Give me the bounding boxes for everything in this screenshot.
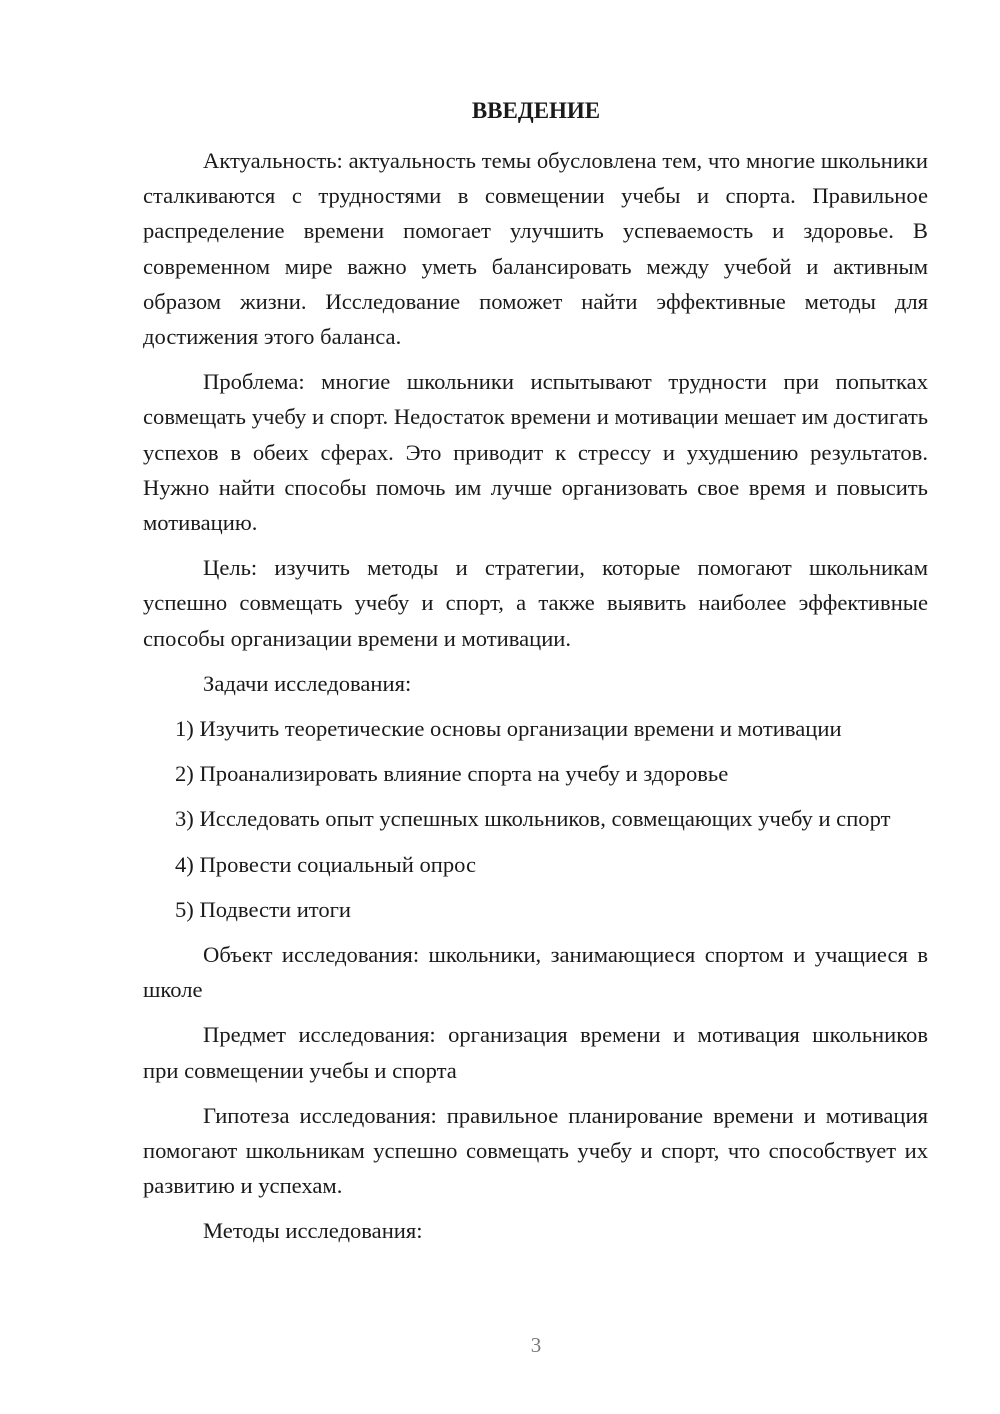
paragraph-relevance: Актуальность: актуальность темы обусловлена тем, что многие школьники сталкиваются с трудностями в совмещении учебы и спорта. Правильное распределение времени помогает улучшить успеваемость и здоровье. В современном мире важно уметь балансировать между учебой и активным образом жизни. Исследование поможет найти эффективные методы для достижения этого баланса. <box>143 148 928 350</box>
task-item: 5) Подвести итоги <box>175 896 352 922</box>
paragraph-hypothesis: Гипотеза исследования: правильное планирование времени и мотивация помогают школьникам успешно совмещать учебу и спорт, что способствует их развитию и успехам. <box>143 1102 928 1199</box>
task-item: 4) Провести социальный опрос <box>175 851 477 877</box>
task-item: 2) Проанализировать влияние спорта на учебу и здоровье <box>175 761 729 787</box>
page-number: 3 <box>530 1333 542 1357</box>
section-title: ВВЕДЕНИЕ <box>471 98 601 123</box>
paragraph-object: Объект исследования: школьники, занимающиеся спортом и учащиеся в школе <box>143 942 928 1003</box>
task-item: 1) Изучить теоретические основы организации времени и мотивации <box>175 716 842 742</box>
paragraph-goal: Цель: изучить методы и стратегии, которые помогают школьникам успешно совмещать учебу и спорт, а также выявить наиболее эффективные способы организации времени и мотивации. <box>143 555 928 651</box>
paragraph-subject: Предмет исследования: организация времени и мотивация школьников при совмещении учебы и спорта <box>143 1022 928 1083</box>
methods-heading: Методы исследования: <box>203 1218 423 1244</box>
document-body <box>143 143 928 1259</box>
task-item: 3) Исследовать опыт успешных школьников, совмещающих учебу и спорт <box>175 806 891 832</box>
paragraph-problem: Проблема: многие школьники испытывают трудности при попытках совмещать учебу и спорт. Недостаток времени и мотивации мешает им достигать успехов в обеих сферах. Это приводит к стрессу и ухудшению результатов. Нужно найти способы помочь им лучше организовать свое время и повысить мотивацию. <box>143 369 928 536</box>
tasks-heading: Задачи исследования: <box>203 670 412 696</box>
